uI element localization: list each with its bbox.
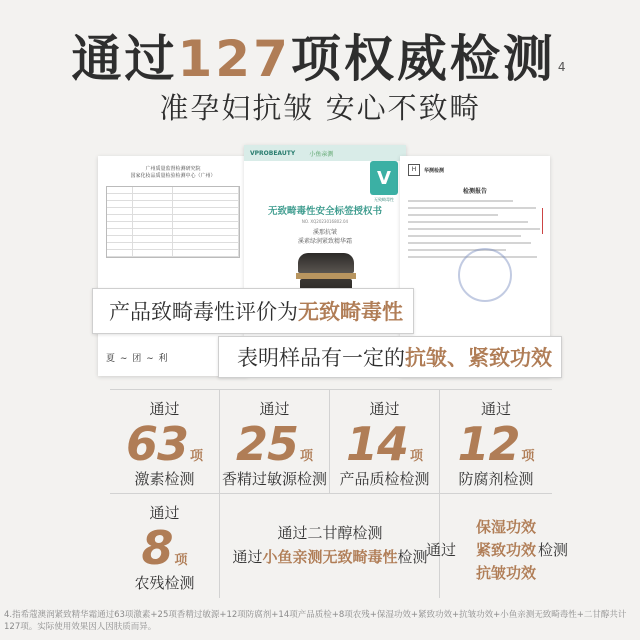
stat-prefix: 通过 xyxy=(149,504,180,522)
glycol-test-text: 通过二甘醇检测 xyxy=(277,524,383,542)
document-header-line1: 广州质量监督检测研究院 xyxy=(145,166,201,172)
callout-text: 表明样品有一定的 xyxy=(237,346,405,370)
hero-title-prefix: 通过 xyxy=(71,30,178,88)
stat-prefix: 通过 xyxy=(259,400,290,418)
callout-text: 产品致畸毒性评价为 xyxy=(109,300,298,324)
test-stats-grid xyxy=(110,389,569,597)
efficacy-anti-wrinkle: 抗皱功效 xyxy=(476,564,537,582)
hero-title-number: 127 xyxy=(177,30,291,88)
stat-number: 25 xyxy=(235,417,298,471)
v-badge-icon: V xyxy=(370,161,398,195)
stat-number: 8 xyxy=(141,521,173,575)
efficacy-firming: 紧致功效 xyxy=(476,541,537,559)
callout-efficacy xyxy=(218,336,562,378)
stat-description: 农残检测 xyxy=(134,574,195,592)
stat-prefix: 通过 xyxy=(369,400,400,418)
callout-highlight: 无致畸毒性 xyxy=(298,300,403,324)
certificate-number: NO. XQ2023016802.04 xyxy=(301,219,349,224)
teratogenicity-test-text xyxy=(220,546,440,567)
official-seal-icon xyxy=(458,248,512,302)
lab-brand: 华测检测 xyxy=(424,167,445,174)
efficacy-suffix: 检测 xyxy=(538,541,569,559)
callout-teratogenicity xyxy=(92,288,414,334)
callout-highlight: 抗皱、紧致功效 xyxy=(405,346,552,370)
stat-prefix: 通过 xyxy=(149,400,180,418)
footnote-marker: 4 xyxy=(557,60,569,74)
vprobeauty-logo: VPROBEAUTY xyxy=(250,149,296,157)
stat-cell-fragrance xyxy=(220,390,330,494)
signature: 夏 ∼ 团 ∼ 利 xyxy=(106,354,169,364)
stat-number: 63 xyxy=(125,417,188,471)
stat-unit: 项 xyxy=(174,553,188,568)
stat-cell-efficacy xyxy=(426,494,569,598)
document-header xyxy=(400,156,550,176)
stat-description: 香精过敏源检测 xyxy=(221,470,327,488)
badge-caption: 无致畸毒性 xyxy=(374,197,394,202)
document-header xyxy=(98,156,248,180)
product-name-line2: 溪素绿润紧致精华霜 xyxy=(297,238,352,245)
footnote: 4.指希蔻澳润紧致精华霜通过63项激素+25项香精过敏源+12项防腐剂+14项产品质检+8项农残+保湿功效+紧致功效+抗皱功效+小鱼亲测无致畸毒性+二甘醇共计127项。实际使用效果因人因肤质而异。 xyxy=(4,610,627,632)
stat-cell-quality xyxy=(330,390,440,494)
stat-number: 14 xyxy=(345,417,408,471)
certificate-title: 无致畸毒性安全标签授权书 xyxy=(267,206,382,217)
line-suffix: 检测 xyxy=(397,548,428,566)
hero-subtitle: 准孕妇抗皱 安心不致畸 xyxy=(159,91,481,125)
hero-title xyxy=(0,28,640,90)
stat-unit: 项 xyxy=(300,449,314,464)
stat-number: 12 xyxy=(457,417,520,471)
annotation-mark xyxy=(542,208,546,234)
stat-description: 产品质检检测 xyxy=(339,470,430,488)
stat-description: 激素检测 xyxy=(134,470,195,488)
certificate-product-name xyxy=(244,228,406,246)
stat-cell-hormone xyxy=(110,390,220,494)
xiaoyu-logo: 小鱼亲测 xyxy=(309,150,334,158)
hero-title-suffix: 项权威检测 xyxy=(290,30,556,88)
stat-prefix: 通过 xyxy=(480,400,511,418)
line-highlight: 小鱼亲测无致畸毒性 xyxy=(262,548,398,566)
stat-cell-diethylene-glycol xyxy=(220,494,440,598)
stat-unit: 项 xyxy=(521,449,535,464)
product-name-line1: 溪那抗皱 xyxy=(312,229,337,236)
report-title: 检测报告 xyxy=(462,188,487,195)
efficacy-moisturizing: 保湿功效 xyxy=(476,518,537,536)
report-table xyxy=(106,186,240,258)
stat-cell-preservative xyxy=(440,390,552,494)
stat-description: 防腐剂检测 xyxy=(458,470,534,488)
document-header-line2: 国家化妆品质量检验检测中心（广州） xyxy=(130,173,216,179)
line-prefix: 通过 xyxy=(232,548,263,566)
efficacy-prefix: 通过 xyxy=(426,541,457,559)
stat-unit: 项 xyxy=(190,449,204,464)
certificate-header-bar xyxy=(244,145,406,161)
stat-cell-pesticide xyxy=(110,494,220,598)
stat-unit: 项 xyxy=(410,449,424,464)
cti-logo-icon: H xyxy=(408,164,420,176)
